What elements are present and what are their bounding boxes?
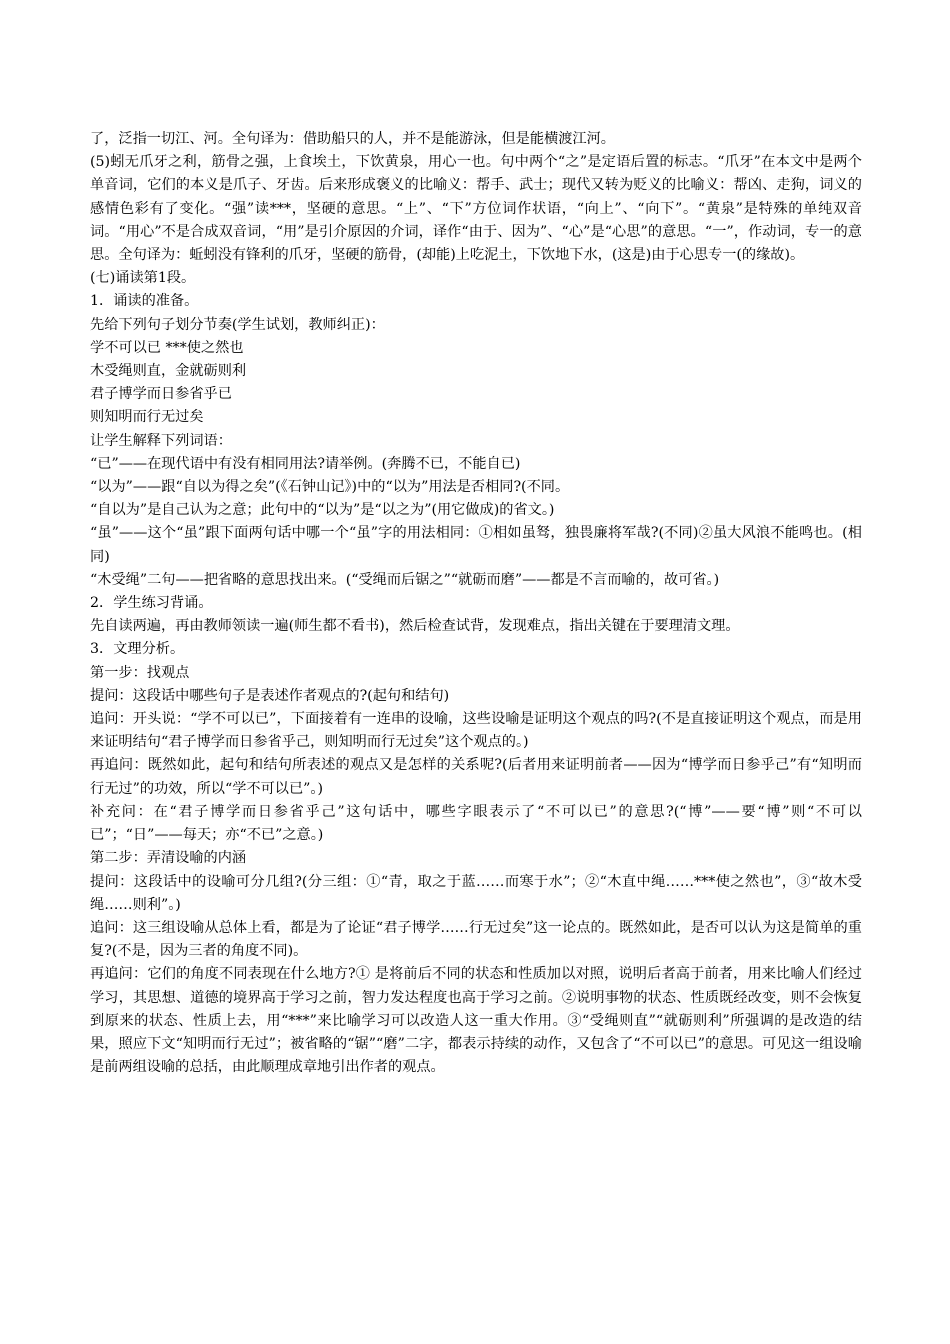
paragraph-metaphor-follow-up: 追问：这三组设喻从总体上看，都是为了论证“君子博学……行无过矣”这一论点的。既然如此，是否可以认为这是简单的重复?(不是，因为三者的角度不同)。	[90, 919, 862, 960]
paragraph-practice: 先自读两遍，再由教师领读一遍(师生都不看书)，然后检查试背，发现难点，指出关键在于要理清文理。	[90, 618, 740, 635]
paragraph-explain-intro: 让学生解释下列词语：	[90, 432, 232, 449]
paragraph-question: 提问：这段话中哪些句子是表述作者观点的?(起句和结句)	[90, 687, 450, 704]
rhythm-line-3: 君子博学而日参省乎已	[90, 386, 232, 403]
paragraph-metaphor-analysis: 再追问：它们的角度不同表现在什么地方?① 是将前后不同的状态和性质加以对照，说明后者高于前者，用来比喻人们经过学习，其思想、道德的境界高于学习之前，智力发达程度也高于学习之前。②说明事物的状态、性质既经改变，则不会恢复到原来的状态、性质上去，用“***”来比喻学习可以改造人这一重大作用。③“受绳则直”“就砺则利”所强调的是改造的结果，照应下文“知明而行无过”；被省略的“锯”“磨”二字，都表示持续的动作，又包含了“不可以已”的意思。可见这一组设喻是前两组设喻的总括，由此顺理成章地引出作者的观点。	[90, 966, 862, 1076]
paragraph-follow-up: 追问：开头说：“学不可以已”，下面接着有一连串的设喻，这些设喻是证明这个观点的吗?(不是直接证明这个观点，而是用来证明结句“君子博学而日参省乎己，则知明而行无过矣”这个观点的。)	[90, 711, 862, 751]
section-heading-recite: (七)诵读第1段。	[90, 270, 196, 287]
paragraph-translation-end: 了，泛指一切江、河。全句译为：借助船只的人，并不是能游泳，但是能横渡江河。	[90, 131, 615, 147]
subheading-step-two: 第二步：弄清设喻的内涵	[90, 850, 247, 867]
rhythm-line-4: 则知明而行无过矣	[90, 409, 204, 426]
paragraph-word-yiwei: “以为”——跟“自以为得之矣”(《石钟山记》)中的“以为”用法是否相同?(不同。	[90, 479, 570, 496]
paragraph-word-yi: “已”——在现代语中有没有相同用法?请举例。(奔腾不已，不能自已)	[90, 455, 521, 472]
paragraph-follow-up-again: 再追问：既然如此，起句和结句所表述的观点又是怎样的关系呢?(后者用来证明前者——因为“博学而日参乎己”有“知明而行无过”的功效，所以“学不可以已”。)	[90, 757, 862, 797]
paragraph-item-5: (5)蚓无爪牙之利，筋骨之强，上食埃土，下饮黄泉，用心一也。句中两个“之”是定语后置的标志。“爪牙”在本文中是两个单音词，它们的本义是爪子、牙齿。后来形成褒义的比喻义：帮手、武士；现代又转为贬义的比喻义：帮凶、走狗，词义的感情色彩有了变化。“强”读***，坚硬的意思。“上”、“下”方位词作状语，“向上”、“向下”。“黄泉”是特殊的单纯双音词。“用心”不是合成双音词，“用”是引介原因的介词，译作“由于、因为”、“心”是“心思”的意思。“一”，作动词，专一的意思。全句译为：蚯蚓没有锋利的爪牙，坚硬的筋骨，(却能)上吃泥土，下饮地下水，(这是)由于心思专一(的缘故)。	[90, 154, 862, 264]
subheading-step-one: 第一步：找观点	[90, 664, 190, 681]
paragraph-word-ziyiwei: “自以为”是自己认为之意；此句中的“以为”是“以之为”(用它做成)的省文。)	[90, 502, 555, 519]
step-heading-3: 3．文理分析。	[90, 641, 185, 658]
paragraph-word-mushousheng: “木受绳”二句——把省略的意思找出来。(“受绳而后锯之”“就砺而磨”——都是不言而喻的，故可省。)	[90, 571, 720, 588]
paragraph-word-sui: “虽”——这个“虽”跟下面两句话中哪一个“虽”字的用法相同：①相如虽驽，独畏廉将军哉?(不同)②虽大风浪不能鸣也。(相同)	[90, 525, 862, 565]
step-heading-2: 2．学生练习背诵。	[90, 595, 213, 612]
paragraph-metaphor-question: 提问：这段话中的设喻可分几组?(分三组：①“青，取之于蓝……而寒于水”；②“木直中绳……***使之然也”，③“故木受绳……则利”。)	[90, 873, 862, 913]
step-heading-1: 1．诵读的准备。	[90, 293, 199, 310]
rhythm-line-1: 学不可以已 ***使之然也	[90, 339, 244, 356]
paragraph-rhythm-intro: 先给下列句子划分节奏(学生试划，教师纠正)：	[90, 316, 385, 333]
rhythm-line-2: 木受绳则直，金就砺则利	[90, 363, 247, 380]
paragraph-supplement: 补充问：在“君子博学而日参省乎己”这句话中，哪些字眼表示了“不可以已”的意思?(“博”——要“博”则“不可以已”；“日”——每天；亦“不已”之意。)	[90, 803, 862, 844]
